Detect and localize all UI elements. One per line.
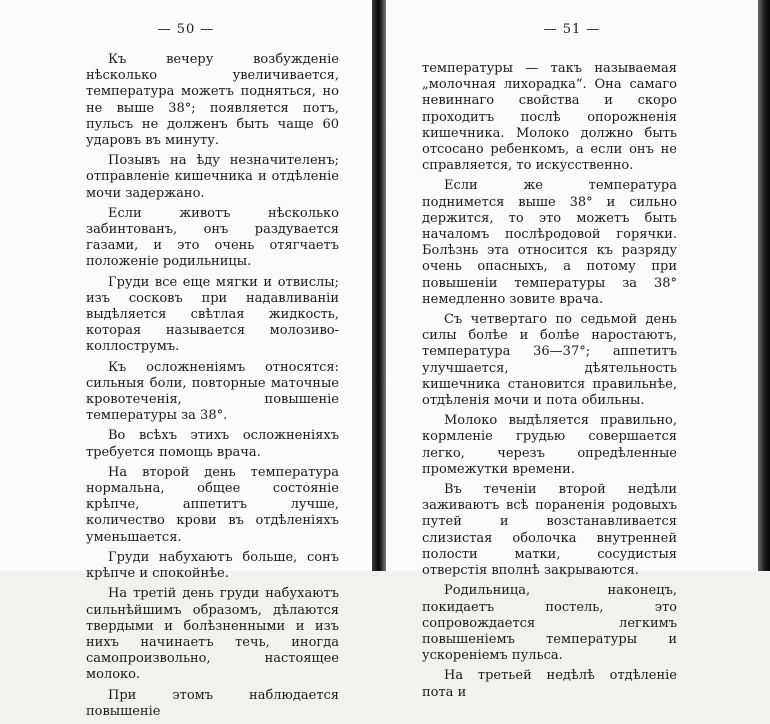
paragraph: Къ вечеру возбужденіе нѣсколько увеличивается, температура можетъ подняться, но не выше 38°; появляется потъ, пульсъ не долженъ быть чаще 60 ударовъ въ минуту. bbox=[86, 52, 339, 149]
paragraph: Съ четвертаго по седьмой день силы болѣе и болѣе наростаютъ, температура 36—37°; аппетитъ улучшается, дѣятельность кишечника становится правильнѣе, отдѣленія мочи и пота обильны. bbox=[422, 312, 677, 409]
page-text bbox=[86, 52, 339, 724]
paragraph: Груди все еще мягки и отвислы; изъ сосковъ при надавливаніи выдѣляется свѣтлая жидкость, которая называется молозиво-коллострумъ. bbox=[86, 274, 339, 355]
page-text bbox=[422, 61, 677, 705]
paragraph: При этомъ наблюдается повышеніе bbox=[86, 687, 339, 719]
paragraph: Если животъ нѣсколько забинтованъ, онъ раздувается газами, и это очень отягчаетъ положеніе родильницы. bbox=[86, 205, 339, 270]
paragraph: Молоко выдѣляется правильно, кормленіе грудью совершается легко, черезъ опредѣленные промежутки времени. bbox=[422, 413, 677, 477]
paragraph: Если же температура поднимется выше 38° и сильно держится, то это можетъ быть началомъ послѣродовой горячки. Болѣзнь эта относится къ разряду очень опасныхъ, а потому при повышеніи температуры за 38° немедленно зовите врача. bbox=[422, 178, 677, 307]
paragraph: Къ осложненіямъ относятся: сильныя боли, повторные маточные кровотеченія, повышеніе температуры за 38°. bbox=[86, 359, 339, 424]
page-number: — 51 — bbox=[543, 22, 601, 37]
paragraph: Груди набухаютъ больше, сонъ крѣпче и спокойнѣе. bbox=[86, 549, 339, 582]
paragraph: Позывъ на ѣду незначителенъ; отправленіе кишечника и отдѣленіе мочи задержано. bbox=[86, 153, 339, 201]
book-gutter bbox=[372, 0, 386, 571]
left-page bbox=[0, 0, 372, 719]
book-edge bbox=[758, 0, 770, 571]
paragraph: Во всѣхъ этихъ осложненіяхъ требуется помощь врача. bbox=[86, 428, 339, 460]
paragraph: На третій день груди набухаютъ сильнѣйшимъ образомъ, дѣлаются твердыми и болѣзненными и изъ нихъ начинаетъ течь, иногда самопроизвольно, настоящее молоко. bbox=[86, 586, 339, 683]
paragraph: температуры — такъ называемая „молочная лихорадка“. Она самаго невиннаго свойства и скоро проходитъ послѣ опорожненія кишечника. Молоко должно быть отсосано ребенкомъ, а если онъ не справляется, то искусственно. bbox=[422, 61, 677, 174]
paragraph: Въ теченіи второй недѣли заживаютъ всѣ пораненія родовыхъ путей и возстанавливается слизистая оболочка внутренней полости матки, сосудистыя отверстія вполнѣ закрываются. bbox=[422, 482, 677, 579]
page-number: — 50 — bbox=[157, 22, 215, 37]
paragraph: На третьей недѣлѣ отдѣленіе пота и bbox=[422, 668, 677, 700]
paragraph: Родильница, наконецъ, покидаетъ постель, это сопровождается легкимъ повышеніемъ температуры и ускореніемъ пульса. bbox=[422, 583, 677, 664]
paragraph: На второй день температура нормальна, общее состояніе крѣпче, аппетитъ лучше, количество крови въ отдѣленіяхъ уменьшается. bbox=[86, 464, 339, 545]
right-page bbox=[386, 0, 758, 700]
